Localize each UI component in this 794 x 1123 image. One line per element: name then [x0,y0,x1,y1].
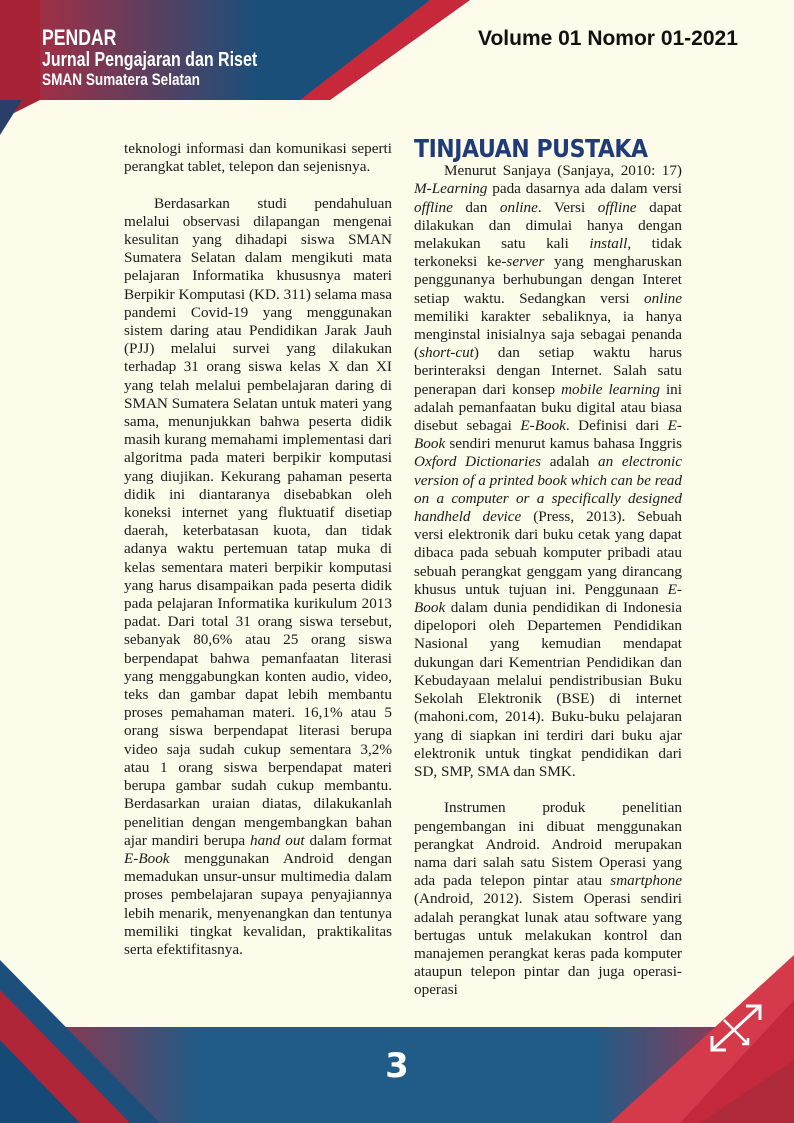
section-heading: TINJAUAN PUSTAKA [414,134,648,163]
journal-name: PENDAR [42,25,117,50]
volume-issue: Volume 01 Nomor 01-2021 [478,27,738,50]
italic-run: Oxford Dictionaries [414,453,542,471]
institution-name: SMAN Sumatera Selatan [42,70,200,89]
left-column [124,140,392,959]
italic-run: M-Learning [414,180,488,198]
double-arrow-icon [706,1000,766,1056]
text-run: adalah [541,453,598,471]
text-run: memiliki karakter sebaliknya, ia hanya menginstal inisialnya saja sebagai penanda ( [414,307,682,362]
text-run: (Press, 2013). Sebuah versi elektronik dari buku cetak yang dapat dibaca pada sebuah komputer pribadi atau sebuah perangkat genggam yang dirancang khusus untuk tujuan ini. Penggunaan [414,508,682,598]
text-run: (Android, 2012). Sistem Operasi sendiri adalah perangkat lunak atau software yang bertugas untuk melakukan kontrol dan manajemen perangkat keras pada komputer ataupun telepon pintar dan juga operasi-operasi [414,890,682,999]
italic-run: an electronic version of a printed book which can be read on a computer or a specifically designed handheld device [414,453,682,526]
text-run: menggunakan Android dengan memadukan unsur-unsur multimedia dalam proses pembelajaran supaya penyajiannya lebih menarik, menyenangkan dan tentunya memiliki tingkat kevalidan, praktikalitas serta efektifitasnya. [124,849,392,958]
text-run: . Definisi dari [565,417,668,435]
italic-run: E-Book [520,417,566,435]
right-column [414,134,683,1000]
text-run: Berdasarkan studi pendahuluan melalui observasi dilapangan mengenai kesulitan yang dihadapi siswa SMAN Sumatera Selatan dalam mengikuti mata pelajaran Informatika khususnya materi Berpikir Komputasi (KD. 311) selama masa pandemi Covid-19 yang menggunakan sistem daring atau Pendidikan Jarak Jauh (PJJ) melalui survei yang dilakukan terhadap 31 orang siswa kelas X dan XI yang telah melalui pembelajaran daring di SMAN Sumatera Selatan untuk materi yang sama, menunjukkan bahwa peserta didik masih kurang memahami implementasi dari algoritma pada materi berpikir komputasi yang diujikan. Kekurang pahaman peserta didik ini diantaranya disebabkan oleh koneksi internet yang fluktuatif disetiap daerah, keterbatasan kuota, dan tidak adanya waktu pertemuan tatap muka di kelas sementara materi berpikir komputasi yang harus disampaikan pada peserta didik pada pelajaran Informatika kurikulum 2013 padat. Dari total 31 orang siswa tersebut, sebanyak 80,6% atau 25 orang siswa berpendapat bahwa pemanfaatan literasi yang menggabungkan konten audio, video, teks dan gambar dapat lebih membantu proses pemahaman materi. 16,1% atau 5 orang siswa berpendapat literasi berupa video saja sudah cukup sementara 3,2% atau 1 orang siswa berpendapat materi berupa gambar sudah cukup membantu. Berdasarkan uraian diatas, dilakukanlah penelitian dengan mengembangkan bahan ajar mandiri berupa [124,194,392,849]
journal-masthead [42,27,257,88]
text-run: yang mengharuskan penggunanya berhubungan dengan Interet setiap waktu. Sedangkan versi [414,253,683,307]
text-run: sendiri menurut kamus bahasa Inggris [445,435,682,453]
paragraph [414,162,682,781]
italic-run: hand out [249,831,305,849]
text-run: Menurut Sanjaya (Sanjaya, 2010: 17) [444,162,682,180]
text-run: , tidak terkoneksi ke- [414,235,683,271]
text-run: dapat dilakukan dan dimulai hanya dengan melakukan satu kali [414,198,683,253]
text-run: . Versi [537,198,598,216]
text-run: pada dasarnya ada dalam versi [487,180,682,198]
text-run: ini adalah pemanfaatan buku digital atau biasa disebut sebagai [414,380,682,435]
paragraph [414,799,682,999]
text-run: ) dan setiap waktu harus berinteraksi dengan Internet. Salah satu penerapan dari konsep [414,344,682,398]
italic-run: online [644,289,682,307]
italic-run: smartphone [610,872,682,890]
text-run: dan [452,198,500,216]
text-run: Instrumen produk penelitian pengembangan ini dibuat menggunakan perangkat Android. Android merupakan nama dari salah satu Sistem Operasi yang ada pada telepon pintar atau [414,799,682,890]
italic-run: E-Book [124,849,170,867]
journal-subtitle: Jurnal Pengajaran dan Riset [42,49,258,71]
italic-run: mobile learning [561,380,660,398]
italic-run: server [506,253,545,271]
italic-run: E-Book [414,417,682,453]
italic-run: E-Book [414,580,682,617]
italic-run: offline [414,198,453,216]
text-run: dalam format [304,831,392,849]
italic-run: online [499,198,538,216]
paragraph: teknologi informasi dan komunikasi seperti perangkat tablet, telepon dan sejenisnya. [124,140,392,176]
paragraph [124,195,392,960]
italic-run: short-cut [419,344,474,362]
text-run: dalam dunia pendidikan di Indonesia dipelopori oleh Departemen Pendidikan Nasional yang kemudian mendapat dukungan dari Kementrian Pendidikan dan Kebudayaan melalui pendistribusian Buku Sekolah Elektronik (BSE) di internet (mahoni.com, 2014). Buku-buku pelajaran yang di siapkan ini terdiri dari buku ajar elektronik untuk tingkat pendidikan dari SD, SMP, SMA dan SMK. [414,599,682,780]
page-number: 3 [385,1046,409,1086]
italic-run: offline [597,198,637,216]
italic-run: install [589,235,628,253]
